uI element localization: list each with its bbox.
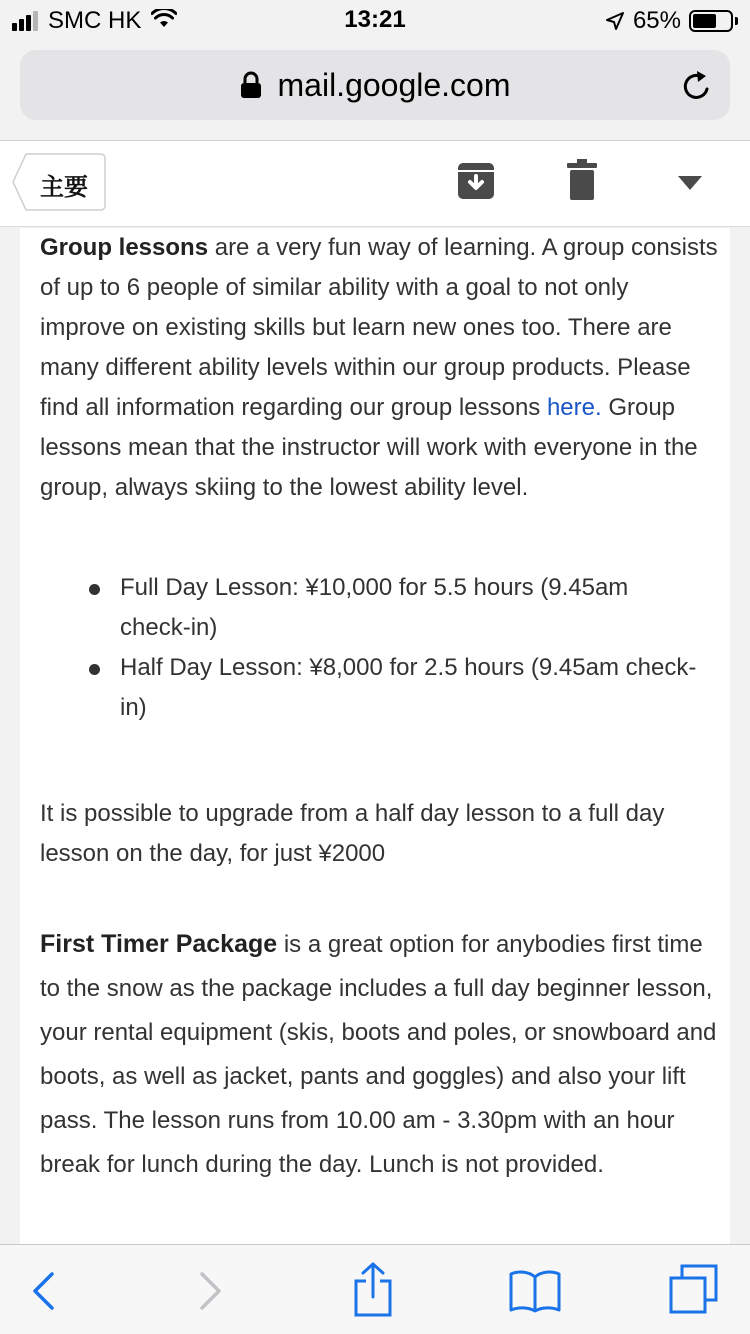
- back-to-primary-button[interactable]: [12, 153, 106, 211]
- list-item-text: Half Day Lesson: ¥8,000 for 2.5 hours (9.45am check-in): [120, 654, 697, 721]
- bullet-dot: [89, 584, 100, 595]
- lesson-price-list: [20, 568, 730, 728]
- status-time: 13:21: [344, 6, 406, 33]
- tabs-icon[interactable]: [668, 1263, 720, 1315]
- battery-percent: 65%: [632, 7, 681, 34]
- status-bar: [0, 0, 750, 40]
- gmail-toolbar: [0, 141, 750, 227]
- group-lessons-text: are a very fun way of learning. A group consists of up to 6 people of similar ability with a goal to not only improve on existing skills but learn new ones too. There are many different ability levels within our group products. Please find all information regarding our group lessons: [40, 234, 718, 421]
- lock-icon: [240, 71, 262, 99]
- bookmarks-icon[interactable]: [508, 1269, 562, 1313]
- upgrade-paragraph: It is possible to upgrade from a half day lesson to a full day lesson on the day, for just ¥2000: [40, 800, 665, 867]
- forward-arrow-icon[interactable]: [198, 1271, 224, 1311]
- share-icon[interactable]: [352, 1261, 394, 1317]
- group-lessons-paragraph: [40, 228, 720, 508]
- carrier-name: SMC HK: [48, 7, 142, 34]
- list-item-text: Full Day Lesson: ¥10,000 for 5.5 hours (9.45am check-in): [120, 574, 629, 641]
- list-item: [20, 648, 730, 728]
- bullet-dot: [89, 664, 100, 675]
- group-lessons-link[interactable]: here.: [546, 394, 602, 421]
- location-arrow-icon: [605, 11, 625, 31]
- archive-icon[interactable]: [456, 161, 496, 201]
- address-bar[interactable]: [20, 50, 730, 120]
- first-timer-text: is a great option for anybodies first time to the snow as the package includes a full day beginner lesson, your rental equipment (skis, boots and poles, or snowboard and boots, as well as jacket, pants and goggles) and also your lift pass. The lesson runs from 10.00 am - 3.30pm with an hour break for lunch during the day. Lunch is not provided.: [40, 931, 717, 1178]
- browser-bottom-toolbar: [0, 1244, 750, 1334]
- group-lessons-heading: Group lessons: [40, 234, 209, 261]
- trash-icon[interactable]: [567, 159, 597, 201]
- first-timer-heading: First Timer Package: [40, 930, 278, 958]
- back-label-text: 主要: [40, 174, 88, 201]
- reload-icon[interactable]: [680, 67, 714, 103]
- back-arrow-icon[interactable]: [30, 1271, 56, 1311]
- dropdown-arrow-icon[interactable]: [678, 176, 702, 190]
- battery-icon: [689, 10, 733, 32]
- list-item: [20, 568, 730, 648]
- email-body: [20, 228, 730, 1244]
- first-timer-paragraph: [40, 922, 720, 1187]
- url-text[interactable]: mail.google.com: [277, 66, 511, 103]
- battery-cap: [735, 17, 738, 25]
- group-lessons-text-end: Group lessons mean that the instructor will work with everyone in the group, always skiing to the lowest ability level.: [40, 394, 698, 501]
